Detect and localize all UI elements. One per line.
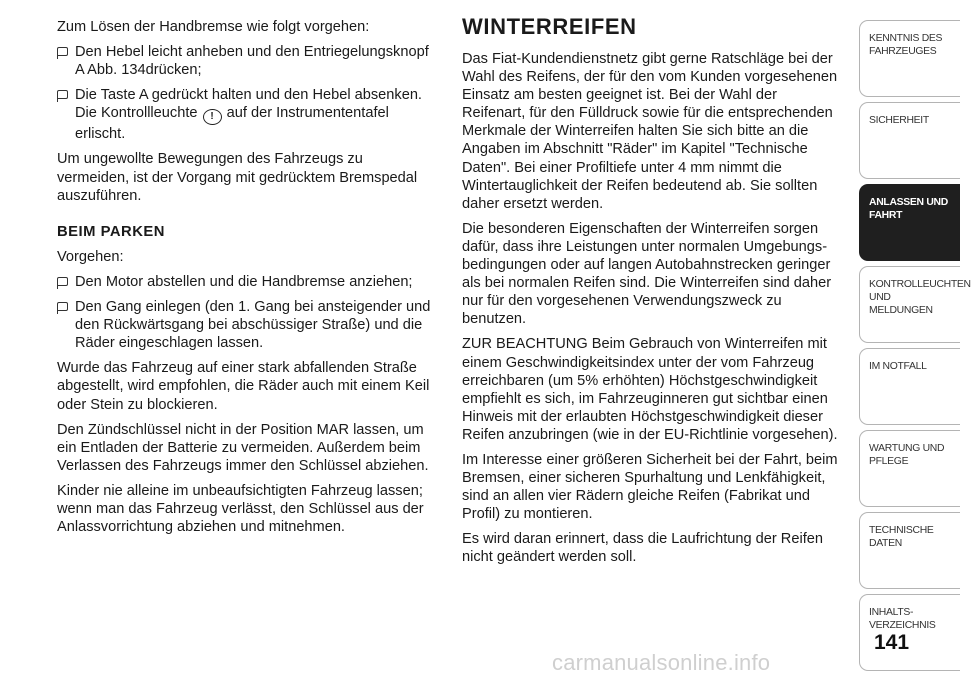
bullet-text: Den Motor abstellen und die Handbremse anziehen;	[75, 273, 413, 290]
paragraph: ZUR BEACHTUNG Beim Gebrauch von Winterreifen mit einem Geschwindigkeitsindex unter der vom Fahrzeug erreichbaren (um 5% erhöhten) Höchstgeschwindigkeit empfiehlt es sich, im Fahrzeuginneren gut sichtbar einen Hinweis mit der erlaubten Höchstgeschwindigkeit dieser Reifen anzubringen (wie in der EU-Richtlinie vorgesehen).	[462, 336, 838, 443]
tab-anlassen-und-fahrt[interactable]: ANLASSEN UND FAHRT	[859, 184, 960, 261]
bullet-icon	[57, 277, 68, 286]
bullet-item	[57, 298, 439, 352]
bullet-item	[57, 86, 439, 143]
bullet-icon	[57, 47, 68, 56]
bullet-icon	[57, 90, 68, 99]
paragraph: Wurde das Fahrzeug auf einer stark abfallenden Straße abgestellt, wird empfohlen, die Räder auch mit einem Keil oder Stein zu blockieren.	[57, 360, 430, 413]
paragraph: Die besonderen Eigenschaften der Winterreifen sorgen dafür, dass ihre Leistungen unter normalen Umgebungs-bedingungen oder auf langen Autobahnstrecken geringer als bei normalen Reifen sind. Die Winterreifen sind daher nur für den vorgesehenen Verwendungszweck zu benutzen.	[462, 220, 832, 328]
warning-light-icon: !	[203, 109, 222, 125]
section-heading: BEIM PARKEN	[57, 223, 165, 240]
tab-wartung-und-pflege[interactable]: WARTUNG UND PFLEGE	[859, 430, 960, 507]
bullet-item	[57, 43, 439, 79]
page-title: WINTERREIFEN	[462, 14, 637, 39]
watermark: carmanualsonline.info	[552, 650, 771, 675]
paragraph: Es wird daran erinnert, dass die Laufrichtung der Reifen nicht geändert werden soll.	[462, 531, 823, 566]
bullet-text: Die Taste A gedrückt halten und den Hebel absenken. Die Kontrollleuchte	[75, 87, 422, 122]
bullet-text: Den Hebel leicht anheben und den Entriegelungsknopf A Abb. 134drücken;	[75, 44, 429, 79]
tab-sicherheit[interactable]: SICHERHEIT	[859, 102, 960, 179]
bullet-text: auf der Instrumententafel erlischt.	[75, 105, 389, 143]
paragraph: Den Zündschlüssel nicht in der Position MAR lassen, um ein Entladen der Batterie zu vermeiden. Außerdem beim Verlassen des Fahrzeugs immer den Schlüssel abziehen.	[57, 421, 429, 474]
paragraph: Kinder nie alleine im unbeaufsichtigten Fahrzeug lassen; wenn man das Fahrzeug verlässt, den Schlüssel aus der Anlassvorrichtung abziehen und mitnehmen.	[57, 482, 424, 536]
tab-kontrolleuchten[interactable]: KONTROLLEUCHTEN UND MELDUNGEN	[859, 266, 960, 343]
paragraph: Um ungewollte Bewegungen des Fahrzeugs zu vermeiden, ist der Vorgang mit gedrücktem Bremspedal auszuführen.	[57, 151, 418, 204]
page-number: 141	[874, 631, 910, 654]
intro-text: Zum Lösen der Handbremse wie folgt vorgehen:	[57, 19, 370, 35]
bullet-item	[57, 273, 439, 291]
bullet-icon	[57, 302, 68, 311]
right-column	[462, 14, 844, 574]
paragraph: Im Interesse einer größeren Sicherheit bei der Fahrt, beim Bremsen, einer sicheren Spurhaltung und Lenkfähigkeit, sind an allen vier Rädern gleiche Reifen (Fabrikat und Profil) zu montieren.	[462, 451, 838, 523]
bullet-text: Den Gang einlegen (den 1. Gang bei ansteigender und den Rückwärtsgang bei abschüssiger Straße) und die Räder eingeschlagen lassen.	[75, 299, 431, 352]
tab-technische-daten[interactable]: TECHNISCHE DATEN	[859, 512, 960, 589]
tab-im-notfall[interactable]: IM NOTFALL	[859, 348, 960, 425]
paragraph: Vorgehen:	[57, 248, 124, 265]
chapter-tabs	[859, 20, 971, 676]
paragraph: Das Fiat-Kundendienstnetz gibt gerne Ratschläge bei der Wahl des Reifens, der für den vom Kunden vorgesehenen Einsatz am besten geeignet ist. Bei der Wahl der Reifenart, für den Fülldruck sowie für die entsprechenden Merkmale der Winterreifen halten Sie sich bitte an die Angaben im Abschnitt "Räder" im Kapitel "Technische Daten". Bei einer Profiltiefe unter 4 mm nimmt die Wintertauglichkeit der Reifen bedeutend ab. Sie sollten daher ersetzt werden.	[462, 51, 838, 212]
tab-kenntnis-des-fahrzeuges[interactable]: KENNTNIS DES FAHRZEUGES	[859, 20, 960, 97]
tab-inhaltsverzeichnis[interactable]: INHALTS- VERZEICHNIS	[859, 594, 960, 671]
left-column	[57, 18, 439, 543]
